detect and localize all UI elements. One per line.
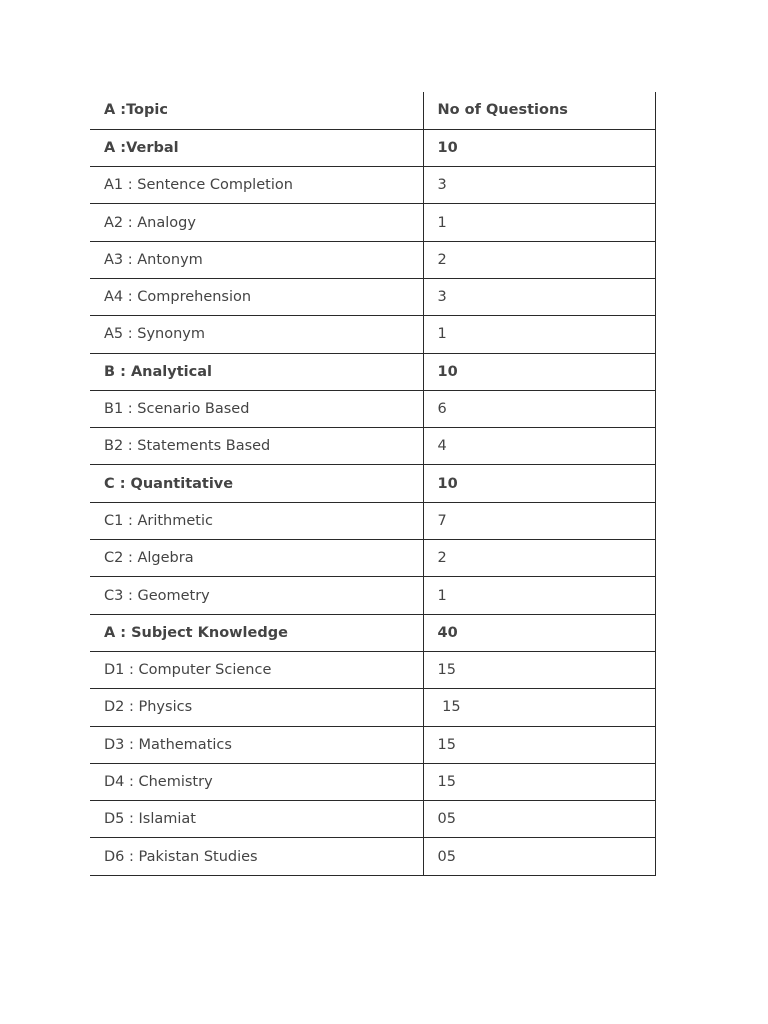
question-count-cell: 15 xyxy=(423,651,655,688)
topic-cell: C1 : Arithmetic xyxy=(90,502,423,539)
topic-cell: C3 : Geometry xyxy=(90,577,423,614)
question-count-cell: 3 xyxy=(423,278,655,315)
topic-cell: A :Verbal xyxy=(90,129,423,166)
question-count-cell: 15 xyxy=(423,689,655,726)
topic-cell: D6 : Pakistan Studies xyxy=(90,838,423,875)
table-row xyxy=(90,540,655,577)
question-count-cell: 3 xyxy=(423,167,655,204)
topic-cell: C : Quantitative xyxy=(90,465,423,502)
table-row xyxy=(90,801,655,838)
question-count-cell: 10 xyxy=(423,353,655,390)
question-count-cell: 40 xyxy=(423,614,655,651)
table-section-row xyxy=(90,353,655,390)
question-count-cell: 4 xyxy=(423,428,655,465)
question-count-cell: 1 xyxy=(423,316,655,353)
question-count-cell: 6 xyxy=(423,390,655,427)
topic-cell: D3 : Mathematics xyxy=(90,726,423,763)
topic-cell: D5 : Islamiat xyxy=(90,801,423,838)
table-row xyxy=(90,689,655,726)
topic-cell: A : Subject Knowledge xyxy=(90,614,423,651)
table-row xyxy=(90,167,655,204)
table-row xyxy=(90,577,655,614)
topic-cell: A5 : Synonym xyxy=(90,316,423,353)
table-section-row xyxy=(90,129,655,166)
table-body xyxy=(90,92,655,875)
table-row xyxy=(90,428,655,465)
table-row xyxy=(90,390,655,427)
table-row xyxy=(90,726,655,763)
question-count-cell: 05 xyxy=(423,801,655,838)
question-count-cell: 2 xyxy=(423,540,655,577)
table-row xyxy=(90,763,655,800)
table-row xyxy=(90,204,655,241)
table-row xyxy=(90,651,655,688)
question-count-cell: 7 xyxy=(423,502,655,539)
question-count-cell: 15 xyxy=(423,763,655,800)
question-count-cell: 15 xyxy=(423,726,655,763)
topic-cell: D2 : Physics xyxy=(90,689,423,726)
topic-cell: A1 : Sentence Completion xyxy=(90,167,423,204)
topic-cell: A3 : Antonym xyxy=(90,241,423,278)
topic-cell: C2 : Algebra xyxy=(90,540,423,577)
topic-cell: D4 : Chemistry xyxy=(90,763,423,800)
table-row xyxy=(90,316,655,353)
question-count-cell: 1 xyxy=(423,204,655,241)
question-count-cell: 10 xyxy=(423,129,655,166)
table-section-row xyxy=(90,614,655,651)
topic-cell: B : Analytical xyxy=(90,353,423,390)
table-section-row xyxy=(90,465,655,502)
table-row xyxy=(90,241,655,278)
question-count-cell: 1 xyxy=(423,577,655,614)
topic-cell: D1 : Computer Science xyxy=(90,651,423,688)
topic-cell: B1 : Scenario Based xyxy=(90,390,423,427)
topic-cell: B2 : Statements Based xyxy=(90,428,423,465)
table-row xyxy=(90,278,655,315)
question-count-cell: 05 xyxy=(423,838,655,875)
question-count-cell: 10 xyxy=(423,465,655,502)
question-count-cell: 2 xyxy=(423,241,655,278)
header-topic: A :Topic xyxy=(90,92,423,129)
table-row xyxy=(90,838,655,875)
table-header-row xyxy=(90,92,655,129)
topic-cell: A4 : Comprehension xyxy=(90,278,423,315)
questions-table xyxy=(90,92,656,876)
table-row xyxy=(90,502,655,539)
topic-cell: A2 : Analogy xyxy=(90,204,423,241)
header-count: No of Questions xyxy=(423,92,655,129)
